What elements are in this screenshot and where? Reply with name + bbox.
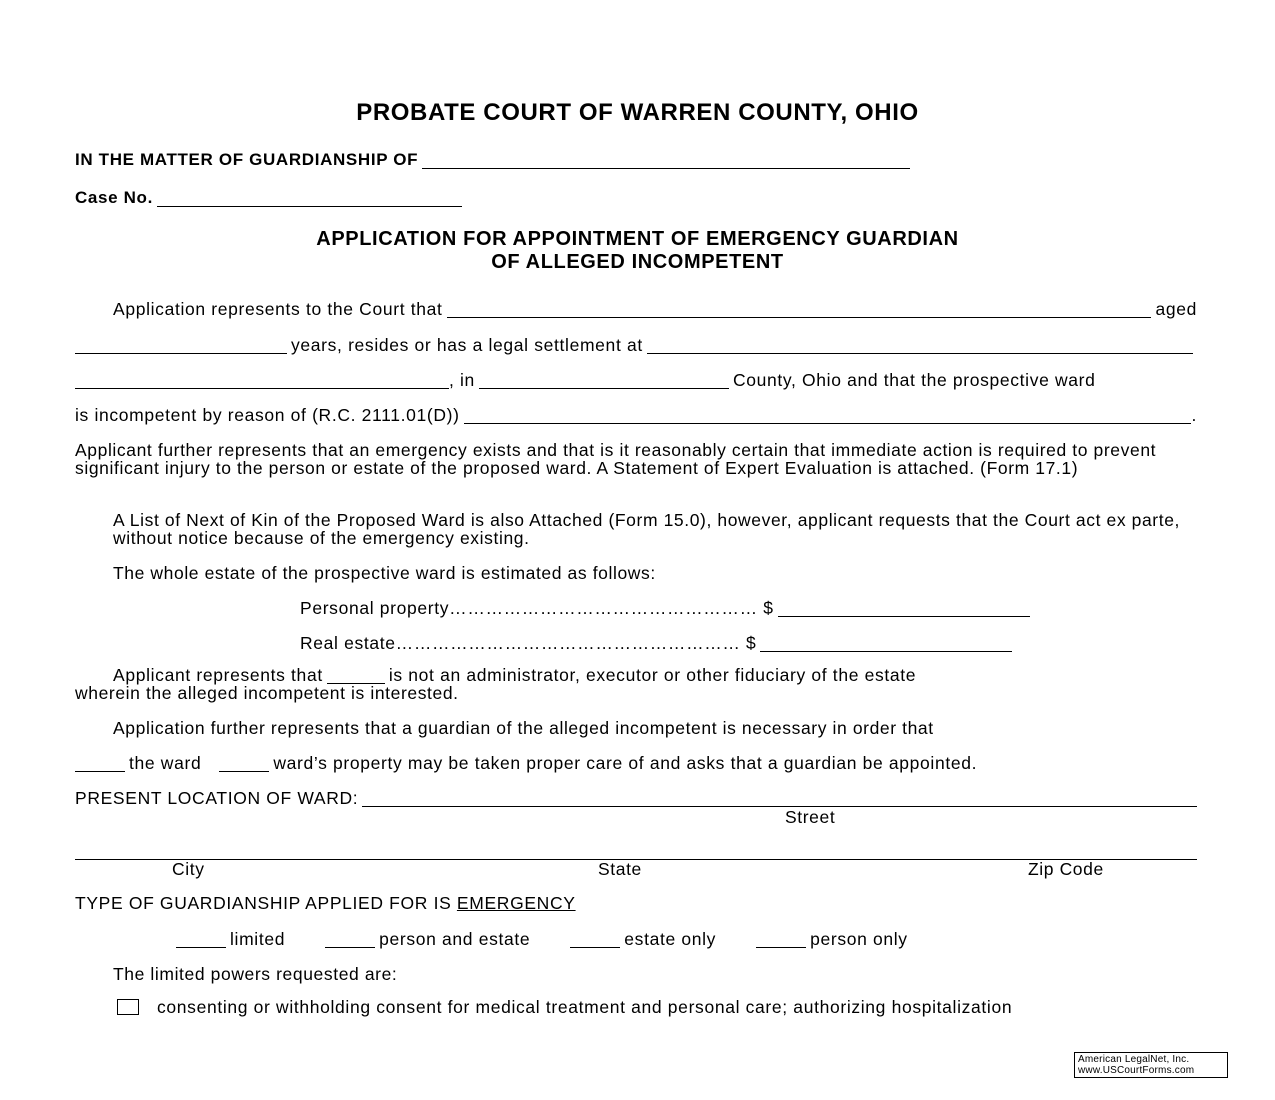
personal-property-line: [300, 599, 1034, 617]
text: Application represents to the Court that: [113, 299, 443, 319]
text: is not an administrator, executor or other fiduciary of the estate: [388, 665, 917, 685]
ward-name-blank[interactable]: [447, 301, 1152, 318]
text: TYPE OF GUARDIANSHIP APPLIED FOR IS: [75, 893, 452, 913]
street-blank[interactable]: [362, 790, 1197, 807]
stamp-line-1: American LegalNet, Inc.: [1078, 1054, 1190, 1065]
case-label: Case No.: [75, 188, 153, 207]
form-title-line-1: APPLICATION FOR APPOINTMENT OF EMERGENCY GUARDIAN: [316, 228, 959, 250]
text: .: [1191, 405, 1197, 425]
text: aged: [1155, 299, 1197, 319]
estate-intro: The whole estate of the prospective ward is estimated as follows:: [113, 563, 656, 583]
zip-caption: Zip Code: [1028, 859, 1104, 879]
case-number-field[interactable]: [157, 190, 462, 207]
estate-only-blank[interactable]: [570, 931, 620, 948]
person-only-blank[interactable]: [756, 931, 806, 948]
power-item-1: [117, 998, 1012, 1016]
text: Applicant represents that: [113, 665, 323, 685]
text: PRESENT LOCATION OF WARD:: [75, 788, 359, 808]
city-state-zip-blank[interactable]: [75, 843, 1197, 860]
city-caption: City: [172, 859, 205, 879]
matter-label: IN THE MATTER OF GUARDIANSHIP OF: [75, 150, 419, 169]
text: person and estate: [379, 929, 531, 949]
city-line: [75, 843, 1197, 860]
location-line: [75, 789, 1197, 807]
necessity-line: Application further represents that a guardian of the alleged incompetent is necessary in order that: [113, 718, 934, 738]
state-caption: State: [598, 859, 642, 879]
text: the ward: [129, 753, 202, 773]
form-title-line-2: OF ALLEGED INCOMPETENT: [491, 251, 784, 273]
real-estate-blank[interactable]: [760, 635, 1012, 652]
text: years, resides or has a legal settlement at: [291, 335, 643, 355]
reason-blank[interactable]: [464, 407, 1192, 424]
person-estate-blank[interactable]: [325, 931, 375, 948]
limited-blank[interactable]: [176, 931, 226, 948]
line-age: [75, 336, 1197, 354]
type-value: EMERGENCY: [456, 893, 576, 913]
fiduciary-line-2: wherein the alleged incompetent is interested.: [75, 683, 459, 703]
line-reason: [75, 406, 1197, 424]
publisher-stamp: [1074, 1052, 1228, 1078]
text: estate only: [624, 929, 717, 949]
county-blank[interactable]: [479, 372, 729, 389]
line-applicant: [75, 300, 1197, 318]
ward-name-field[interactable]: [422, 152, 910, 169]
text: Real estate………………………………………………… $: [300, 633, 757, 653]
address-cont-blank[interactable]: [75, 372, 449, 389]
text: , in: [449, 370, 475, 390]
real-estate-line: [300, 634, 1016, 652]
case-line: [75, 189, 466, 207]
type-line: [75, 894, 576, 912]
text: limited: [230, 929, 286, 949]
stamp-line-2: www.USCourtForms.com: [1078, 1065, 1195, 1076]
type-options: [176, 930, 908, 948]
care-options-line: [75, 754, 977, 772]
ward-option-blank[interactable]: [75, 755, 125, 772]
address-blank[interactable]: [647, 337, 1193, 354]
fiduciary-blank[interactable]: [327, 667, 385, 684]
text: County, Ohio and that the prospective ward: [732, 370, 1096, 390]
text: consenting or withholding consent for medical treatment and personal care; authorizing hospitalization: [157, 997, 1013, 1017]
form-title: [0, 228, 1275, 274]
personal-property-blank[interactable]: [778, 600, 1030, 617]
emergency-paragraph: Applicant further represents that an emergency exists and that is it reasonably certain that immediate action is required to prevent significant injury to the person or estate of the proposed ward. A Statement of Expert Evaluation is attached. (Form 17.1): [75, 440, 1157, 478]
fiduciary-line: [113, 666, 916, 684]
matter-line: [75, 151, 914, 169]
property-option-blank[interactable]: [219, 755, 269, 772]
street-caption: Street: [785, 807, 836, 827]
text: person only: [810, 929, 908, 949]
court-title: PROBATE COURT OF WARREN COUNTY, OHIO: [356, 99, 919, 126]
text: is incompetent by reason of (R.C. 2111.01(D)): [75, 405, 460, 425]
checkbox[interactable]: [117, 999, 139, 1015]
next-of-kin-paragraph: A List of Next of Kin of the Proposed Ward is also Attached (Form 15.0), however, applicant requests that the Court act ex parte, without notice because of the emergency existing.: [113, 510, 1180, 548]
line-county: [75, 371, 1197, 389]
age-blank[interactable]: [75, 337, 287, 354]
powers-intro: The limited powers requested are:: [113, 964, 398, 984]
text: Personal property…………………………………………… $: [300, 598, 774, 618]
text: ward’s property may be taken proper care of and asks that a guardian be appointed.: [273, 753, 978, 773]
